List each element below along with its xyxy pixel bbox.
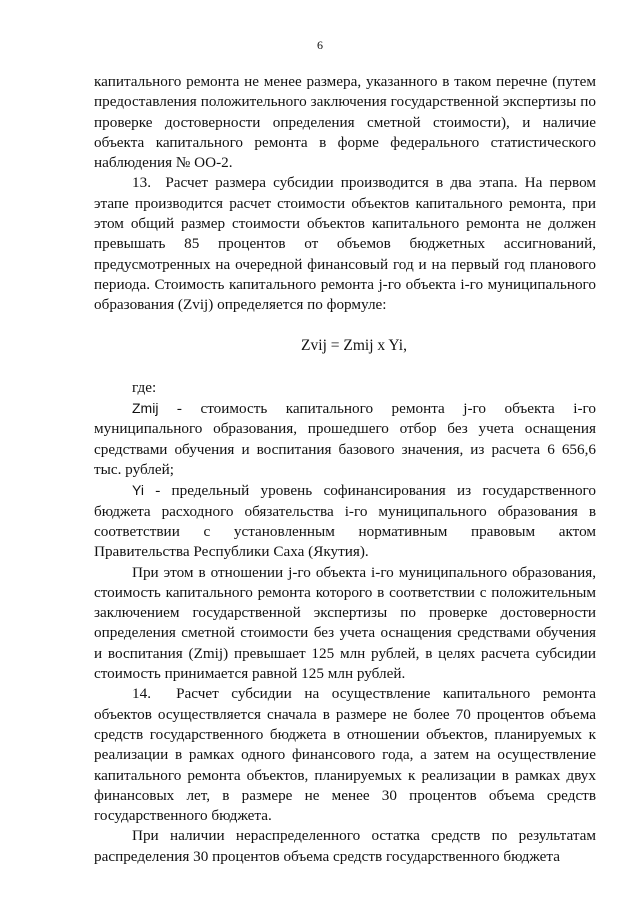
definition-yi [94, 480, 596, 562]
definition-zmij [94, 398, 596, 480]
formula: Zvij = Zmij x Yi, [301, 336, 407, 354]
paragraph-14: 14. Расчет субсидии на осуществление капитального ремонта объектов осуществляется сначала в размере не более 70 процентов объема средств государственного бюджета в отношении объектов, планируемых к реализации в рамках одного финансового года, а затем на осуществление капитального ремонта объектов, планируемых к реализации в рамках двух финансовых лет, в размере не менее 30 процентов объема средств государственного бюджета. [94, 685, 596, 825]
paragraph-threshold: При этом в отношении j-го объекта i-го муниципального образования, стоимость капитального ремонта которого в соответствии с положительным заключением государственной экспертизы по проверке достоверности определения сметной стоимости без учета оснащения средствами обучения и воспитания (Zmij) превышает 125 млн рублей, в целях расчета субсидии стоимость принимается равной 125 млн рублей. [94, 563, 596, 683]
definition-text-yi: - предельный уровень софинансирования из государственного бюджета расходного обязательства i-го муниципального образования в соответствии с установленным нормативным правовым актом Правительства Республики Саха (Якутия). [94, 482, 596, 561]
definition-term-zmij: Zmij [132, 400, 159, 417]
where-label: где: [132, 378, 157, 396]
paragraph-remainder: При наличии нераспределенного остатка средств по результатам распределения 30 процентов объема средств государственного бюджета [94, 827, 596, 865]
definition-text-zmij: - стоимость капитального ремонта j-го объекта i-го муниципального образования, прошедшего отбор без учета оснащения средствами обучения и воспитания базового значения, из расчета 6 656,6 тыс. рублей; [94, 400, 596, 479]
page-number: 6 [317, 38, 323, 52]
document-body [94, 72, 596, 867]
paragraph-continuation: капитального ремонта не менее размера, указанного в таком перечне (путем предоставления положительного заключения государственной экспертизы по проверке достоверности определения сметной стоимости), и наличие объекта капитального ремонта в форме федерального статистического наблюдения № ОО-2. [94, 73, 596, 172]
definition-term-yi: Yi [132, 482, 144, 499]
paragraph-13: 13. Расчет размера субсидии производится в два этапа. На первом этапе производится расчет стоимости объектов капитального ремонта, при этом общий размер стоимости объектов капитального ремонта не должен превышать 85 процентов от объемов бюджетных ассигнований, предусмотренных на очередной финансовый год и на первый год планового периода. Стоимость капитального ремонта j-го объекта i-го муниципального образования (Zvij) определяется по формуле: [94, 174, 596, 314]
